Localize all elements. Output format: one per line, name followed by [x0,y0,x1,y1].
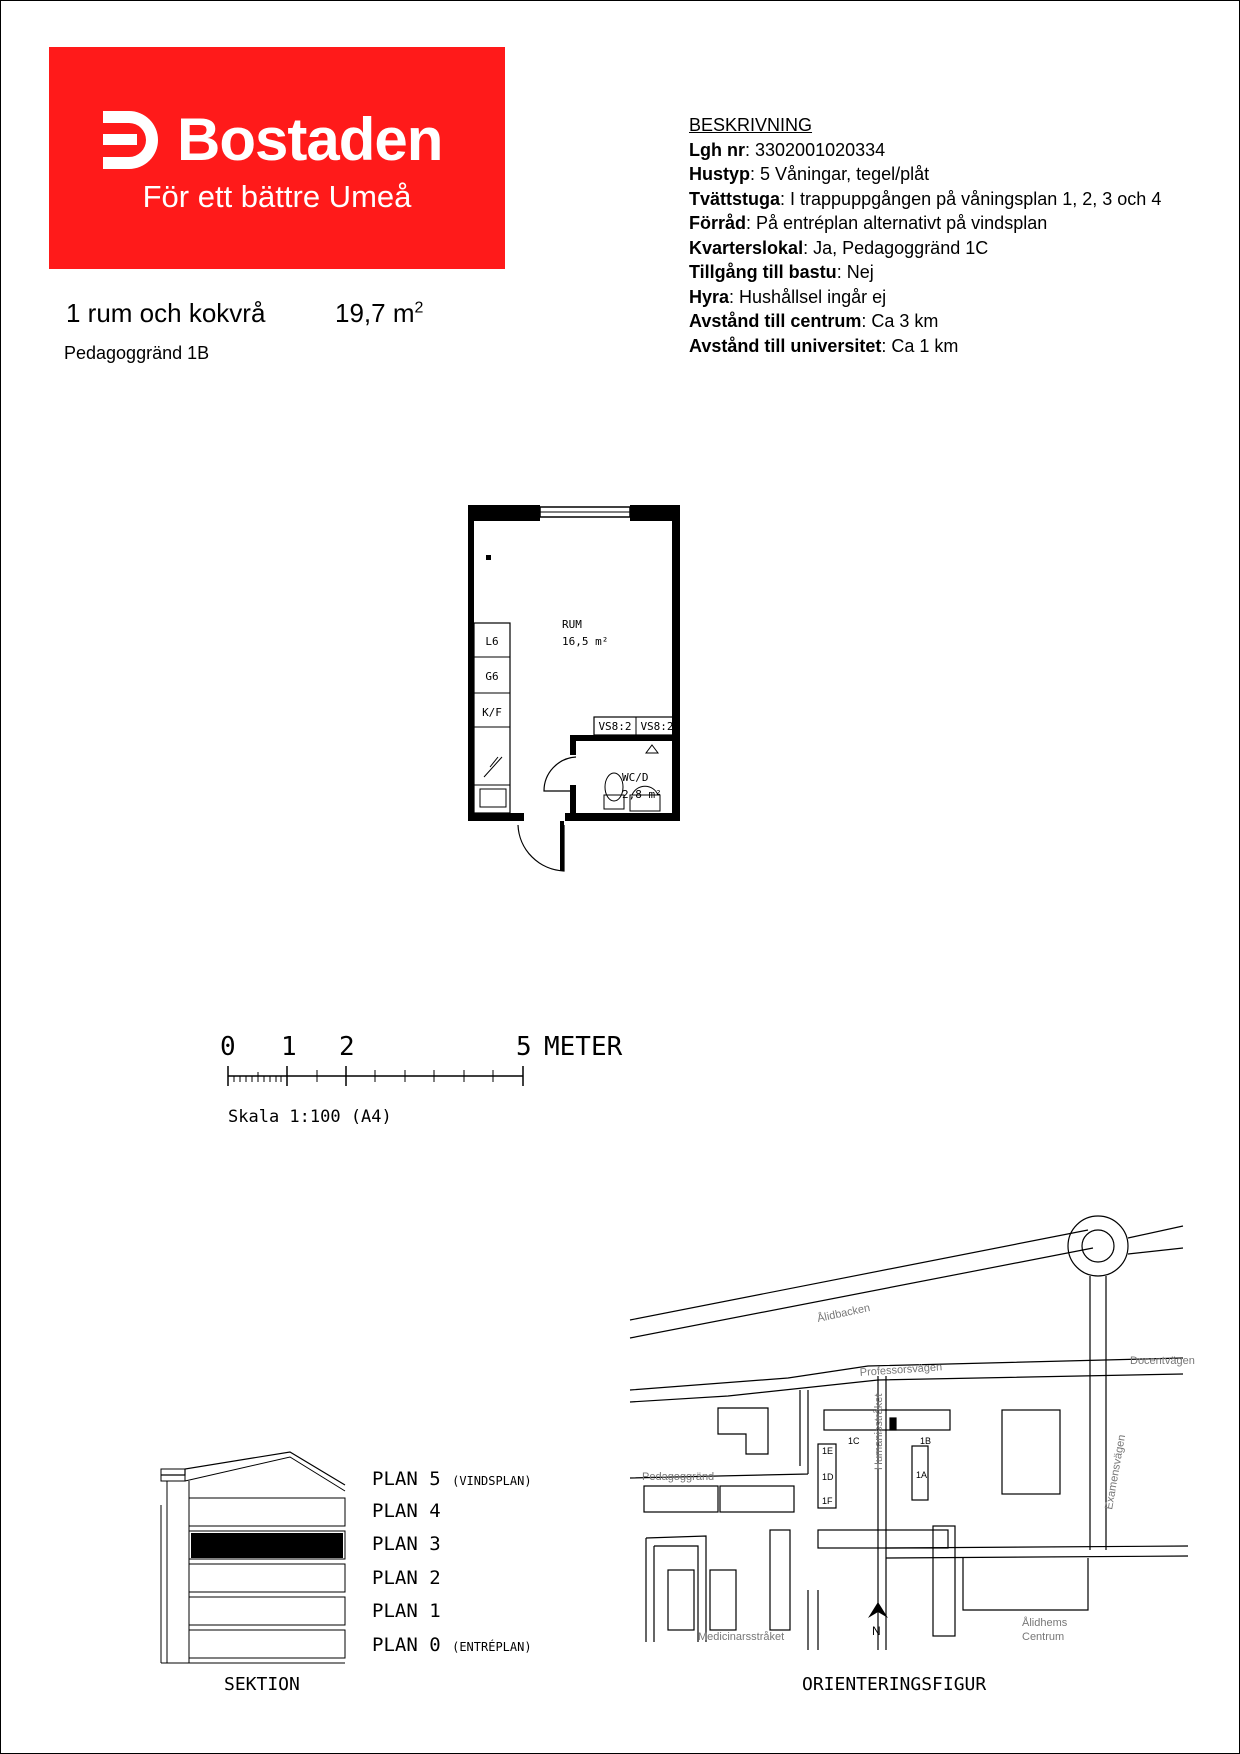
place-line-1: Ålidhems [1022,1617,1068,1629]
street-medicinarsstraket: Medicinarsstråket [698,1631,785,1643]
north-label: N [872,1624,881,1638]
appliance-l6: L6 [485,635,499,648]
plan-note: (VINDSPLAN) [452,1474,532,1488]
description-sep: : [750,164,761,184]
description-sep: : [836,262,847,282]
storage-2: VS8:2 [640,720,674,733]
plan-name: PLAN 2 [372,1567,441,1589]
description-label: Kvarterslokal [689,237,804,258]
description-sep: : [803,237,814,258]
description-row [689,260,1161,285]
building-1d: 1D [822,1472,834,1482]
street-alidbacken: Ålidbacken [816,1302,872,1325]
description-sep: : [861,311,872,331]
scale-tick-1: 1 [281,1032,297,1062]
bostaden-logo-mark-icon [99,107,167,173]
apartment-address: Pedagoggränd 1B [64,343,210,363]
orientation-map [628,1190,1195,1643]
brand-name: Bostaden [177,106,443,173]
scale-tick-2: 2 [339,1032,355,1062]
apartment-area [335,298,423,329]
place-line-2: Centrum [1022,1631,1065,1643]
street-docentvagen: Docentvägen [1130,1355,1195,1367]
plan-label [372,1500,441,1522]
description-label: Tvättstuga [689,188,781,209]
storage-1: VS8:2 [598,720,632,733]
apartment-area-sup: 2 [414,299,424,317]
section-drawing [155,1445,345,1675]
description-row [689,187,1161,212]
plan-name: PLAN 4 [372,1500,441,1522]
street-professorsvagen: Professorsvägen [859,1361,943,1379]
description-rows [689,138,1161,359]
description-value: På entréplan alternativt på vindsplan [756,213,1048,233]
description-label: Hustyp [689,164,751,184]
wc-name: WC/D [622,771,649,784]
building-1b: 1B [920,1436,932,1446]
street-pedagoggrand: Pedagoggränd [642,1471,715,1483]
plan-name: PLAN 3 [372,1533,441,1555]
description-row [689,285,1161,310]
description-value: Ja, Pedagoggränd 1C [813,237,989,258]
description-sep: : [780,188,791,209]
description-block [689,113,1161,358]
building-1e: 1E [822,1446,834,1456]
building-1f: 1F [822,1496,833,1506]
description-value: 3302001020334 [755,139,886,160]
description-sep: : [745,139,756,160]
scale-unit: METER [544,1032,623,1062]
description-label: Förråd [689,213,747,233]
wc-area: 2,8 m² [622,788,662,801]
description-row [689,309,1161,334]
description-row [689,162,1161,187]
plan-label [372,1468,532,1490]
plan-name: PLAN 1 [372,1600,441,1622]
street-examensvagen: Examensvägen [1103,1433,1129,1511]
room-name: RUM [562,618,582,631]
apartment-title: 1 rum och kokvrå [66,298,266,328]
description-value: I trappuppgången på våningsplan 1, 2, 3 och 4 [790,188,1162,209]
apartment-area-value: 19,7 m [335,298,415,328]
description-sep: : [729,286,740,307]
description-value: Nej [846,262,874,282]
description-value: Ca 1 km [891,335,959,356]
plan-label [372,1600,441,1622]
description-label: Hyra [689,286,730,307]
map-caption: ORIENTERINGSFIGUR [802,1674,987,1695]
plan-label [372,1533,441,1555]
description-label: Avstånd till universitet [689,335,882,356]
plan-label [372,1634,532,1656]
description-heading: BESKRIVNING [689,115,813,135]
description-label: Tillgång till bastu [689,262,837,282]
section-caption: SEKTION [224,1674,300,1695]
building-1a: 1A [916,1470,928,1480]
description-value: Hushållsel ingår ej [739,286,887,307]
highlighted-floor [191,1533,343,1558]
description-label: Lgh nr [689,139,745,160]
scale-tick-5: 5 [516,1032,532,1062]
scale-bar [225,1066,495,1088]
plan-name: PLAN 0 [372,1634,441,1656]
bostaden-logo [49,47,505,269]
description-row [689,138,1161,163]
description-sep: : [881,335,892,356]
description-value: Ca 3 km [871,311,939,331]
scale-tick-0: 0 [220,1032,236,1062]
plan-name: PLAN 5 [372,1468,441,1490]
street-humanisstraket: Humanisstråket [873,1393,885,1470]
scale-label: Skala 1:100 (A4) [228,1107,392,1127]
appliance-kf: K/F [482,706,502,719]
description-row [689,211,1161,236]
description-row [689,334,1161,359]
brand-tagline: För ett bättre Umeå [142,179,412,214]
floor-plan [460,495,700,915]
plan-label [372,1567,441,1589]
description-label: Avstånd till centrum [689,311,862,331]
room-area: 16,5 m² [562,635,609,648]
description-row [689,236,1161,261]
appliance-g6: G6 [485,670,499,683]
building-1c: 1C [848,1436,860,1446]
description-value: 5 Våningar, tegel/plåt [760,164,930,184]
description-sep: : [746,213,757,233]
plan-note: (ENTRÉPLAN) [452,1640,532,1654]
